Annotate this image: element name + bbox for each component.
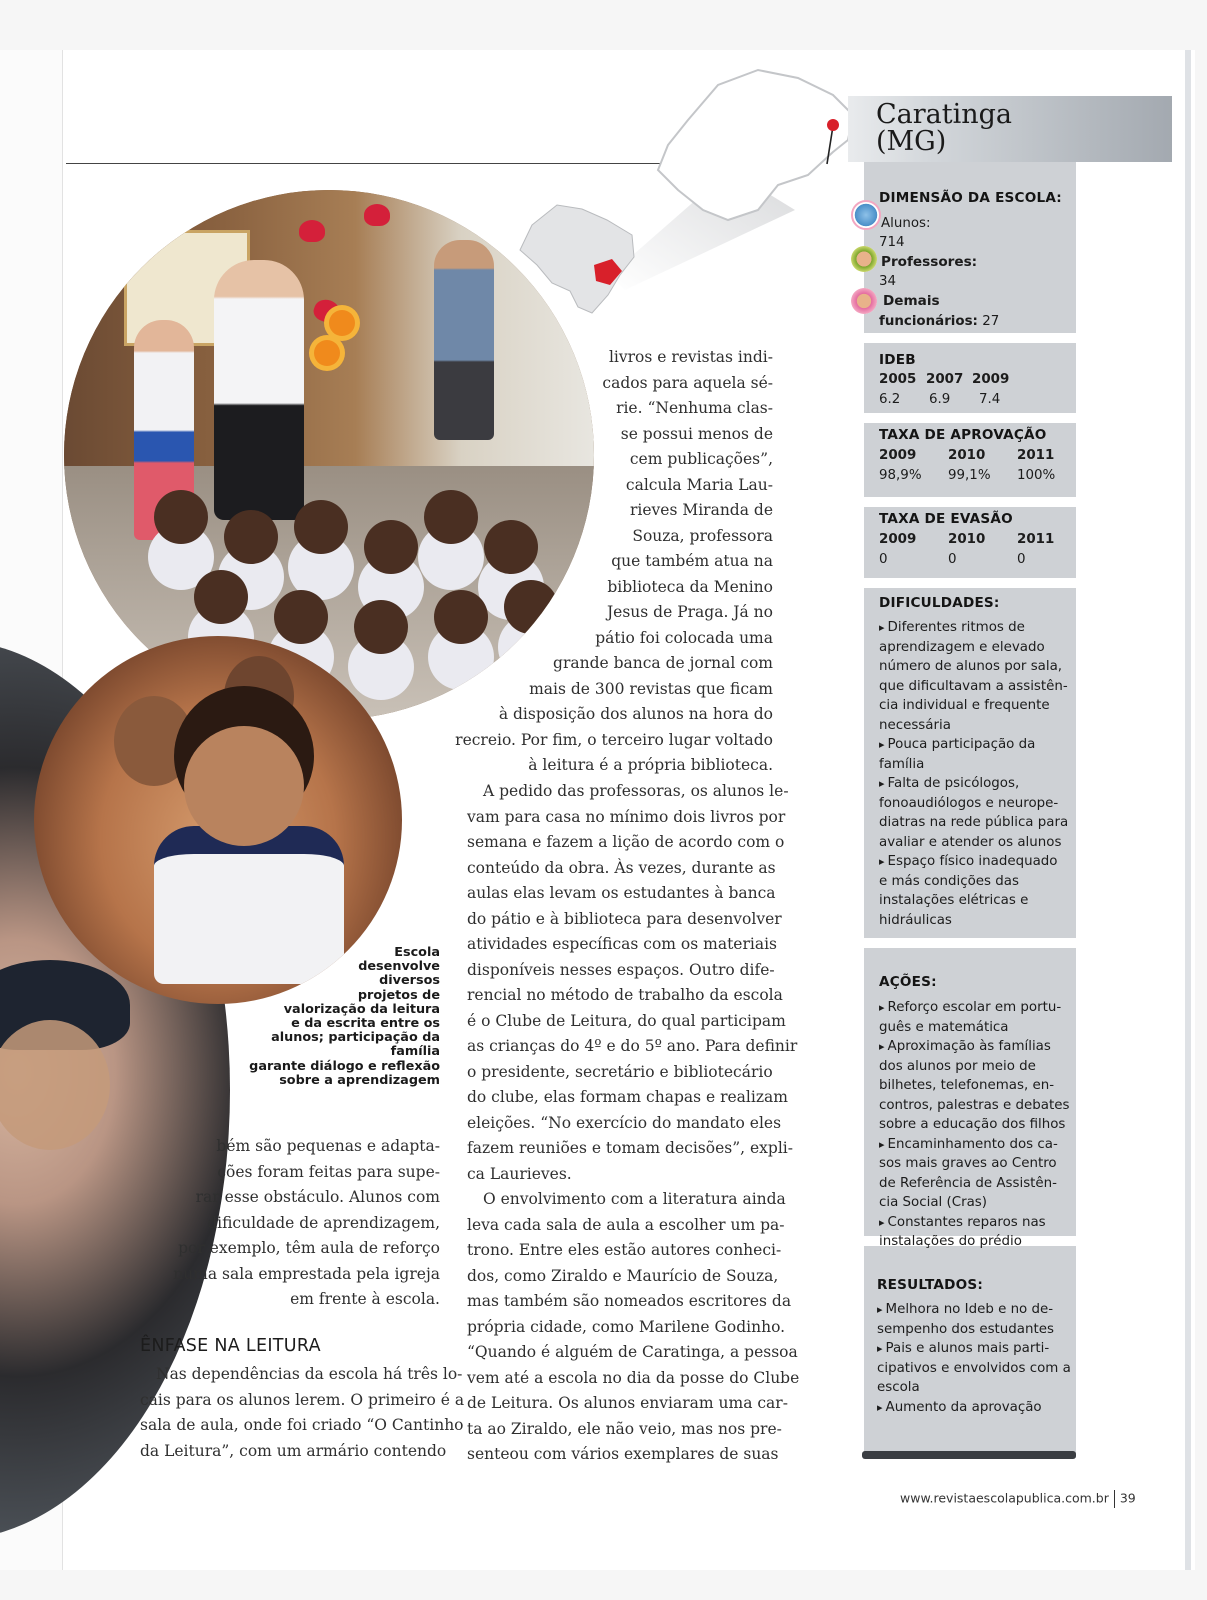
professores-value: 34	[879, 274, 897, 289]
text-line: é o Clube de Leitura, do qual participam	[467, 1011, 786, 1030]
text-line: sala de aula, onde foi criado “O Cantinho	[140, 1416, 464, 1434]
list-item: ▸ Espaço físico inadequado	[879, 852, 1074, 872]
text-line: Nas dependências da escola há três lo-	[156, 1365, 463, 1383]
text-line: ca Laurieves.	[467, 1164, 572, 1183]
text-line: por exemplo, têm aula de reforço	[178, 1239, 440, 1257]
page-number: 39	[1119, 1490, 1136, 1506]
evasao-value: 0	[879, 552, 888, 567]
list-item-line: cipativos e envolvidos com	[877, 1360, 1059, 1376]
evasao-heading: TAXA DE EVASÃO	[879, 511, 1013, 527]
text-line: da Leitura”, com um armário contendo	[140, 1441, 447, 1460]
text-line: recreio. Por fim, o terceiro lugar voltado	[455, 730, 773, 749]
text-line: cados para aquela sé-	[602, 373, 773, 392]
evasao-year: 2009	[879, 532, 917, 547]
caption-line: garante diálogo e reflexão	[249, 1058, 440, 1074]
list-item-line: instalações elétricas e	[879, 893, 1029, 908]
text-line: rencial no método de trabalho da escola	[467, 986, 783, 1004]
resultados-list	[877, 1300, 1072, 1417]
text-line: cais para os alunos lerem. O primeiro é a	[140, 1390, 465, 1409]
text-line: A pedido das professoras, os alunos le-	[483, 782, 789, 800]
list-item-line: sempenho dos estudantes	[877, 1321, 1054, 1337]
list-item-line: guês e matemática	[879, 1019, 1009, 1035]
staff-icon	[851, 288, 877, 314]
text-line: do pátio e à biblioteca para desenvolver	[467, 909, 782, 928]
article-column-left-bottom	[140, 1362, 465, 1464]
list-item: ▸ Melhora no Ideb e no de-	[877, 1300, 1072, 1320]
ideb-year: 2007	[926, 372, 964, 387]
funcionarios-row	[879, 312, 999, 332]
list-item-line: bilhetes, telefonemas, en-	[879, 1078, 1055, 1093]
acoes-list	[879, 998, 1074, 1252]
list-item: ▸ Aproximação às famílias	[879, 1037, 1074, 1057]
caption-line: e da escrita entre os	[291, 1016, 440, 1032]
text-line: ta ao Ziraldo, ele não veio, mas nos pre-	[467, 1419, 782, 1438]
list-item: ▸ Encaminhamento dos ca-	[879, 1135, 1074, 1155]
funcionarios-label: funcionários:	[879, 314, 978, 329]
list-item-line: que dificultavam a assistên-	[879, 678, 1068, 694]
aprovacao-value: 99,1%	[948, 468, 991, 483]
caption-line: desenvolve	[358, 959, 440, 975]
ideb-year: 2009	[972, 372, 1010, 387]
funcionarios-value: 27	[982, 314, 1000, 329]
aprovacao-value: 98,9%	[879, 468, 922, 483]
list-item-line: de Referência de Assistên-	[879, 1175, 1057, 1191]
caption-line: projetos de	[357, 987, 440, 1003]
demais-label: Demais	[883, 293, 940, 309]
text-line: à leitura é a própria biblioteca.	[528, 756, 773, 774]
ideb-value: 6.9	[929, 392, 951, 407]
text-line: eleições. “No exercício do mandato eles	[467, 1113, 782, 1132]
article-column-right-p3	[467, 1187, 800, 1468]
list-item-line: aprendizagem e elevado	[879, 639, 1045, 655]
aprovacao-year: 2011	[1017, 448, 1055, 463]
text-line: senteou com vários exemplares de suas	[467, 1445, 779, 1463]
list-item-line: a escola	[877, 1360, 1071, 1395]
list-item-line: necessária	[879, 717, 951, 733]
photo-caption	[228, 946, 440, 1088]
text-line: dos, como Ziraldo e Maurício de Souza,	[467, 1266, 779, 1285]
map-pin-icon	[823, 118, 843, 166]
text-line: própria cidade, como Marilene Godinho.	[467, 1317, 786, 1336]
sidebar-divider	[864, 413, 1076, 423]
ideb-value: 7.4	[979, 392, 1001, 407]
list-item-line: avaliar e atender os alunos	[879, 834, 1062, 850]
text-line: de Leitura. Os alunos enviaram uma car-	[467, 1394, 788, 1412]
text-line: semana e fazem a lição de acordo com o	[467, 833, 785, 851]
text-line: cem publicações”,	[629, 450, 773, 468]
caption-line: alunos; participação da família	[271, 1030, 440, 1060]
alunos-value: 714	[879, 235, 905, 250]
text-line: em frente à escola.	[290, 1290, 440, 1308]
text-line: calcula Maria Lau-	[625, 475, 773, 494]
text-line: mas também são nomeados escritores da	[467, 1292, 792, 1310]
evasao-value: 0	[948, 552, 957, 567]
aprovacao-year: 2010	[948, 448, 986, 463]
text-line: do clube, elas formam chapas e realizam	[467, 1088, 788, 1106]
list-item-line: instalações do prédio	[879, 1234, 1022, 1249]
text-line: Souza, professora	[632, 526, 773, 545]
aprovacao-year: 2009	[879, 448, 917, 463]
text-line: livros e revistas indi-	[608, 348, 773, 366]
text-line: pátio foi colocada uma	[595, 628, 773, 647]
text-line: leva cada sala de aula a escolher um pa-	[467, 1215, 785, 1234]
students-icon	[851, 200, 881, 230]
list-item: ▸ Constantes reparos nas	[879, 1213, 1074, 1233]
list-item-line: cia individual e frequente	[879, 698, 1050, 713]
footer-url[interactable]: www.revistaescolapublica.com.br	[900, 1490, 1109, 1506]
dimensao-heading: DIMENSÃO DA ESCOLA:	[879, 190, 1062, 206]
list-item: ▸ Diferentes ritmos de	[879, 618, 1074, 638]
caption-line: valorização da leitura	[283, 1001, 440, 1017]
text-line: se possui menos de	[620, 424, 773, 443]
text-line: trono. Entre eles estão autores conheci-	[467, 1241, 782, 1259]
acoes-heading: AÇÕES:	[879, 974, 937, 990]
sidebar-divider	[864, 578, 1076, 588]
list-item-line: número de alunos por sala,	[879, 659, 1063, 674]
footer-divider	[1114, 1490, 1115, 1508]
text-line: vam para casa no mínimo dois livros por	[467, 807, 786, 826]
text-line: disponíveis nesses espaços. Outro dife-	[467, 960, 775, 979]
text-line: O envolvimento com a literatura ainda	[483, 1190, 786, 1208]
list-item: ▸ Reforço escolar em portu-	[879, 998, 1074, 1018]
list-item-line: família	[879, 756, 925, 772]
text-line: rieves Miranda de	[630, 501, 773, 519]
list-item-line: dos alunos por meio de	[879, 1058, 1036, 1074]
dificuldades-heading: DIFICULDADES:	[879, 595, 1000, 611]
ideb-value: 6.2	[879, 392, 901, 407]
professores-label: Professores:	[881, 254, 978, 270]
text-line: atividades específicas com os materiais	[467, 935, 777, 953]
aprovacao-heading: TAXA DE APROVAÇÃO	[879, 427, 1047, 443]
evasao-year: 2011	[1017, 532, 1055, 547]
state-abbrev: (MG)	[876, 126, 947, 157]
list-item-line: sobre a educação dos filhos	[879, 1117, 1066, 1132]
section-subheading: ÊNFASE NA LEITURA	[140, 1336, 321, 1356]
list-item-line: fonoaudiólogos e neurope-	[879, 795, 1059, 811]
list-item-line: contros, palestras e debates	[879, 1097, 1070, 1113]
list-item-line: e más condições das	[879, 873, 1019, 889]
caption-line: diversos	[379, 973, 440, 989]
text-line: vem até a escola no dia da posse do Clube	[467, 1368, 800, 1387]
page-footer	[900, 1490, 1136, 1508]
text-line: conteúdo da obra. Às vezes, durante as	[467, 858, 776, 877]
caption-line: sobre a aprendizagem	[279, 1072, 440, 1088]
sidebar-divider	[864, 497, 1076, 507]
caption-line: Escola	[394, 945, 440, 960]
text-line: dificuldade de aprendizagem,	[207, 1213, 440, 1232]
text-line: à disposição dos alunos na hora do	[498, 705, 773, 723]
city-title	[876, 101, 1012, 155]
list-item: ▸ Falta de psicólogos,	[879, 774, 1074, 794]
sidebar-divider	[864, 938, 1076, 948]
text-line: Jesus de Praga. Já no	[606, 603, 773, 621]
list-item: ▸ Aumento da aprovação	[877, 1398, 1072, 1418]
ideb-heading: IDEB	[879, 352, 916, 368]
article-column-right-p2	[467, 779, 798, 1187]
list-item-line: cia Social (Cras)	[879, 1195, 987, 1210]
city-name: Caratinga	[876, 99, 1013, 130]
evasao-value: 0	[1017, 552, 1026, 567]
article-column-right-top	[440, 345, 773, 779]
text-line: rar esse obstáculo. Alunos com	[195, 1188, 440, 1206]
list-item-line: diatras na rede pública para	[879, 815, 1069, 830]
text-line: “Quando é alguém de Caratinga, a pessoa	[467, 1343, 798, 1361]
article-column-left-top	[160, 1134, 440, 1313]
sidebar-bottom-bar	[862, 1451, 1076, 1459]
list-item: ▸ Pais e alunos mais parti-	[877, 1339, 1072, 1359]
ideb-year: 2005	[879, 372, 917, 387]
text-line: as crianças do 4º e do 5º ano. Para definir	[467, 1037, 798, 1055]
page-spine	[1185, 50, 1191, 1570]
list-item: ▸ Pouca participação da	[879, 735, 1074, 755]
teacher-icon	[851, 246, 877, 272]
list-item-line: hidráulicas	[879, 912, 952, 928]
resultados-heading: RESULTADOS:	[877, 1277, 983, 1293]
text-line: aulas elas levam os estudantes à banca	[467, 884, 776, 902]
alunos-label: Alunos:	[881, 216, 931, 231]
list-item-line: sos mais graves ao Centro	[879, 1156, 1057, 1171]
text-line: fazem reuniões e tomam decisões”, expli-	[467, 1139, 793, 1157]
sidebar-divider	[864, 333, 1076, 343]
text-line: rie. “Nenhuma clas-	[616, 399, 773, 417]
text-line: ções foram feitas para supe-	[217, 1162, 440, 1181]
brazil-map-icon	[512, 195, 642, 320]
dificuldades-list	[879, 618, 1074, 930]
evasao-year: 2010	[948, 532, 986, 547]
text-line: biblioteca da Menino	[607, 577, 773, 596]
text-line: grande banca de jornal com	[553, 654, 773, 672]
text-line: mais de 300 revistas que ficam	[529, 679, 773, 698]
text-line: que também atua na	[611, 552, 773, 570]
text-line: o presidente, secretário e bibliotecário	[467, 1062, 773, 1081]
text-line: numa sala emprestada pela igreja	[173, 1264, 440, 1283]
aprovacao-value: 100%	[1017, 468, 1056, 483]
text-line: bém são pequenas e adapta-	[216, 1137, 440, 1155]
